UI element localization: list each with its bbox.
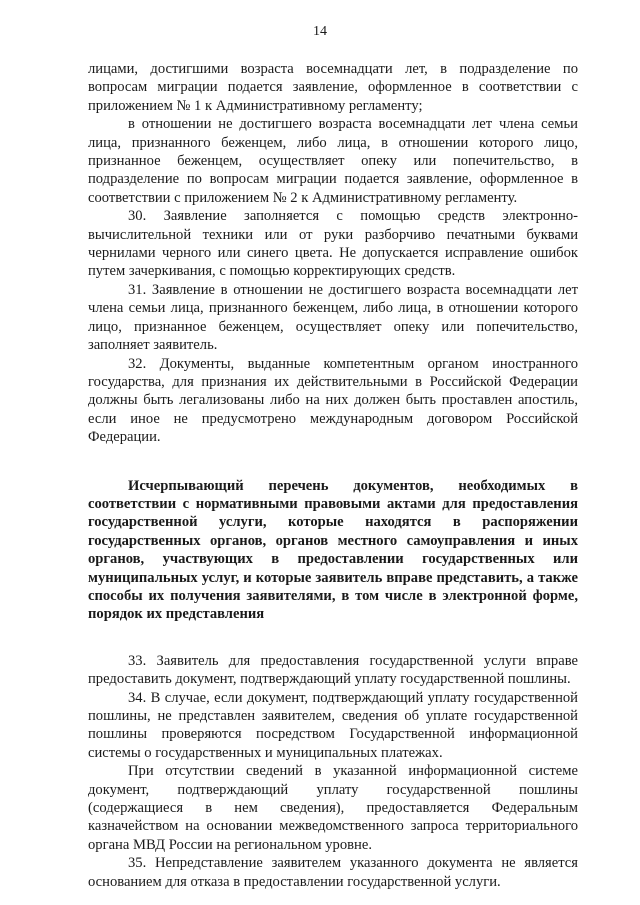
paragraph-31: 31. Заявление в отношении не достигшего возраста восемнадцати лет члена семьи лица, признанного беженцем, либо лица, в отношении которого лицо, признанное беженцем, осуществляет опеку или попечительство, заполняет заявитель. bbox=[88, 281, 578, 354]
page-number: 14 bbox=[313, 24, 327, 39]
section-heading: Исчерпывающий перечень документов, необходимых в соответствии с нормативными правовыми актами для предоставления государственной услуги, которые находятся в распоряжении государственных органов, органов местного самоуправления и иных органов, участвующих в предоставлении государственных или муниципальных услуг, и которые заявитель вправе представить, а также способы их получения заявителями, в том числе в электронной форме, порядок их представления bbox=[88, 477, 578, 623]
paragraph-34: 34. В случае, если документ, подтверждающий уплату государственной пошлины, не представлен заявителем, сведения об уплате государственной пошлины проверяются посредством Государственной информационной системы о государственных и муниципальных платежах. bbox=[88, 689, 578, 761]
paragraph-32: 32. Документы, выданные компетентным органом иностранного государства, для признания их действительными в Российской Федерации должны быть легализованы либо на них должен быть проставлен апостиль, если иное не предусмотрено международным договором Российской Федерации. bbox=[88, 355, 578, 446]
paragraph-30: 30. Заявление заполняется с помощью средств электронно-вычислительной техники или от руки разборчиво печатными буквами чернилами черного или синего цвета. Не допускается исправление ошибок путем зачеркивания, с помощью корректирующих средств. bbox=[88, 208, 578, 280]
paragraph-minor-applicant: в отношении не достигшего возраста восемнадцати лет члена семьи лица, признанного беженцем, либо лица, в отношении которого лицо, признанное беженцем, осуществляет опеку или попечительство, в подразделение по вопросам миграции подается заявление, оформленное в соответствии с приложением № 2 к Административному регламенту. bbox=[88, 116, 578, 206]
paragraph-continuation: лицами, достигшими возраста восемнадцати лет, в подразделение по вопросам миграции подается заявление, оформленное в соответствии с приложением № 1 к Административному регламенту; bbox=[88, 61, 578, 114]
paragraph-info-system: При отсутствии сведений в указанной информационной системе документ, подтверждающий уплату государственной пошлины (содержащиеся в нем сведения), предоставляется Федеральным казначейством на основании межведомственного запроса территориального органа МВД России на региональном уровне. bbox=[88, 763, 578, 853]
paragraph-33: 33. Заявитель для предоставления государственной услуги вправе предоставить документ, подтверждающий уплату государственной пошлины. bbox=[88, 652, 578, 688]
document-body bbox=[88, 60, 578, 891]
paragraph-35: 35. Непредставление заявителем указанного документа не является основанием для отказа в предоставлении государственной услуги. bbox=[88, 855, 578, 890]
